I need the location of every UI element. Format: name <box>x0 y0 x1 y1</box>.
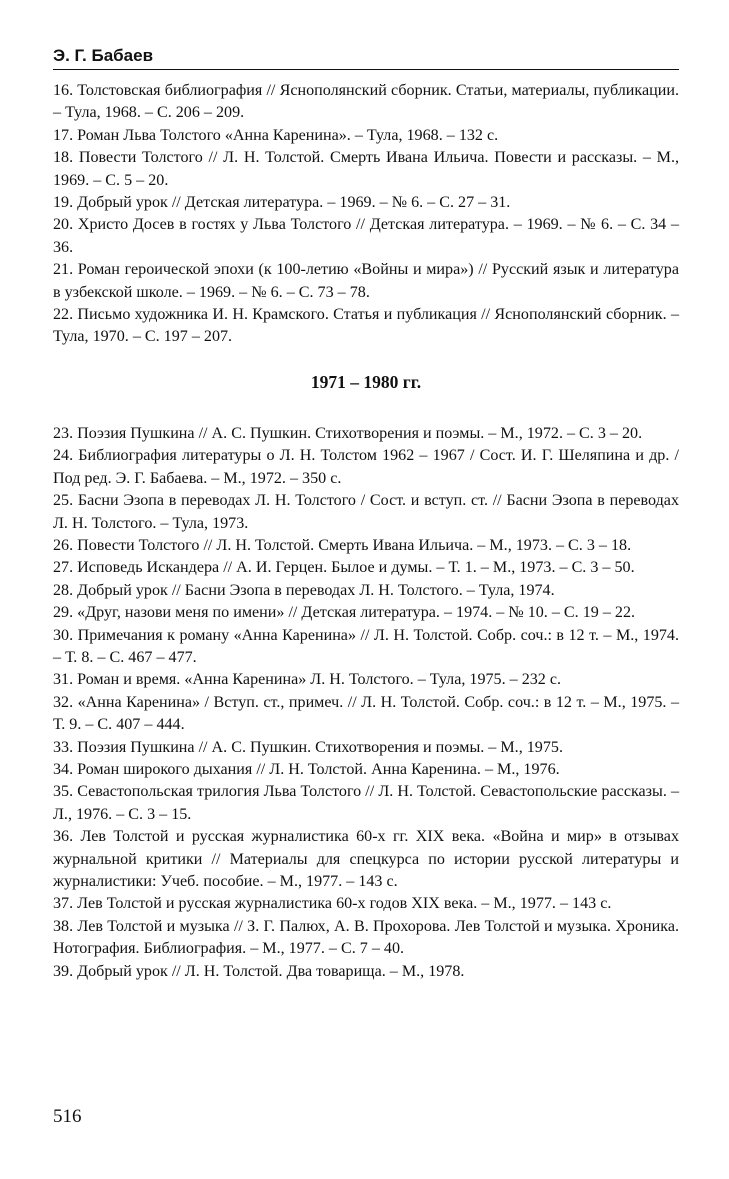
bibliography-entry: 39. Добрый урок // Л. Н. Толстой. Два товарища. – М., 1978. <box>53 962 465 980</box>
bibliography-entry: 26. Повести Толстого // Л. Н. Толстой. Смерть Ивана Ильича. – М., 1973. – С. 3 – 18. <box>53 536 632 554</box>
page-number: 516 <box>53 1106 82 1127</box>
bibliography-list-1971-1980 <box>53 423 679 983</box>
bibliography-entry: 25. Басни Эзопа в переводах Л. Н. Толстого / Сост. и вступ. ст. // Басни Эзопа в переводах Л. Н. Толстого. – Тула, 1973. <box>53 492 679 532</box>
bibliography-entry: 23. Поэзия Пушкина // А. С. Пушкин. Стихотворения и поэмы. – М., 1972. – С. 3 – 20. <box>53 424 643 442</box>
section-heading: 1971 – 1980 гг. <box>310 371 422 392</box>
bibliography-entry: 35. Севастопольская трилогия Льва Толстого // Л. Н. Толстой. Севастопольские рассказы. – Л., 1976. – С. 3 – 15. <box>53 783 679 823</box>
running-head: Э. Г. Бабаев <box>53 46 679 70</box>
bibliography-list-1961-1970 <box>53 80 679 349</box>
bibliography-entry: 16. Толстовская библиография // Яснополянский сборник. Статьи, материалы, публикации. – Тула, 1968. – С. 206 – 209. <box>53 82 679 122</box>
bibliography-entry: 18. Повести Толстого // Л. Н. Толстой. Смерть Ивана Ильича. Повести и рассказы. – М., 1969. – С. 5 – 20. <box>53 149 679 189</box>
bibliography-entry: 38. Лев Толстой и музыка // З. Г. Палюх, А. В. Прохорова. Лев Толстой и музыка. Хроника. Нотография. Библиография. – М., 1977. – С. 7 – 40. <box>53 917 679 958</box>
bibliography-entry: 30. Примечания к роману «Анна Каренина» // Л. Н. Толстой. Собр. соч.: в 12 т. – М., 1974. – Т. 8. – С. 467 – 477. <box>53 626 679 666</box>
bibliography-entry: 29. «Друг, назови меня по имени» // Детская литература. – 1974. – № 10. – С. 19 – 22. <box>53 604 636 622</box>
page-body <box>53 46 679 983</box>
bibliography-entry: 17. Роман Льва Толстого «Анна Каренина». – Тула, 1968. – 132 с. <box>53 126 499 144</box>
bibliography-entry: 21. Роман героической эпохи (к 100-летию «Войны и мира») // Русский язык и литература в узбекской школе. – 1969. – № 6. – С. 73 – 78. <box>53 261 679 301</box>
bibliography-entry: 34. Роман широкого дыхания // Л. Н. Толстой. Анна Каренина. – М., 1976. <box>53 760 560 778</box>
bibliography-entry: 31. Роман и время. «Анна Каренина» Л. Н. Толстого. – Тула, 1975. – 232 с. <box>53 671 562 689</box>
bibliography-entry: 37. Лев Толстой и русская журналистика 60-х годов XIX века. – М., 1977. – 143 с. <box>53 895 612 913</box>
bibliography-entry: 28. Добрый урок // Басни Эзопа в переводах Л. Н. Толстого. – Тула, 1974. <box>53 581 555 599</box>
bibliography-entry: 32. «Анна Каренина» / Вступ. ст., примеч. // Л. Н. Толстой. Собр. соч.: в 12 т. – М., 1975. – Т. 9. – С. 407 – 444. <box>53 693 679 734</box>
bibliography-entry: 22. Письмо художника И. Н. Крамского. Статья и публикация // Яснополянский сборник. – Тула, 1970. – С. 197 – 207. <box>53 306 679 346</box>
bibliography-entry: 27. Исповедь Искандера // А. И. Герцен. Былое и думы. – Т. 1. – М., 1973. – С. 3 – 50. <box>53 559 635 577</box>
bibliography-entry: 20. Христо Досев в гостях у Льва Толстого // Детская литература. – 1969. – № 6. – С. 34 – 36. <box>53 216 679 256</box>
bibliography-entry: 36. Лев Толстой и русская журналистика 60-х гг. XIX века. «Война и мир» в отзывах журнальной критики // Материалы для спецкурса по истории русской литературы и журналистики: Учеб. пособие. – М., 1977. – 143 с. <box>53 828 679 890</box>
bibliography-entry: 33. Поэзия Пушкина // А. С. Пушкин. Стихотворения и поэмы. – М., 1975. <box>53 738 563 756</box>
bibliography-entry: 19. Добрый урок // Детская литература. – 1969. – № 6. – С. 27 – 31. <box>53 194 511 212</box>
bibliography-entry: 24. Библиография литературы о Л. Н. Толстом 1962 – 1967 / Сост. И. Г. Шеляпина и др. / Под ред. Э. Г. Бабаева. – М., 1972. – 350 с. <box>53 447 679 487</box>
